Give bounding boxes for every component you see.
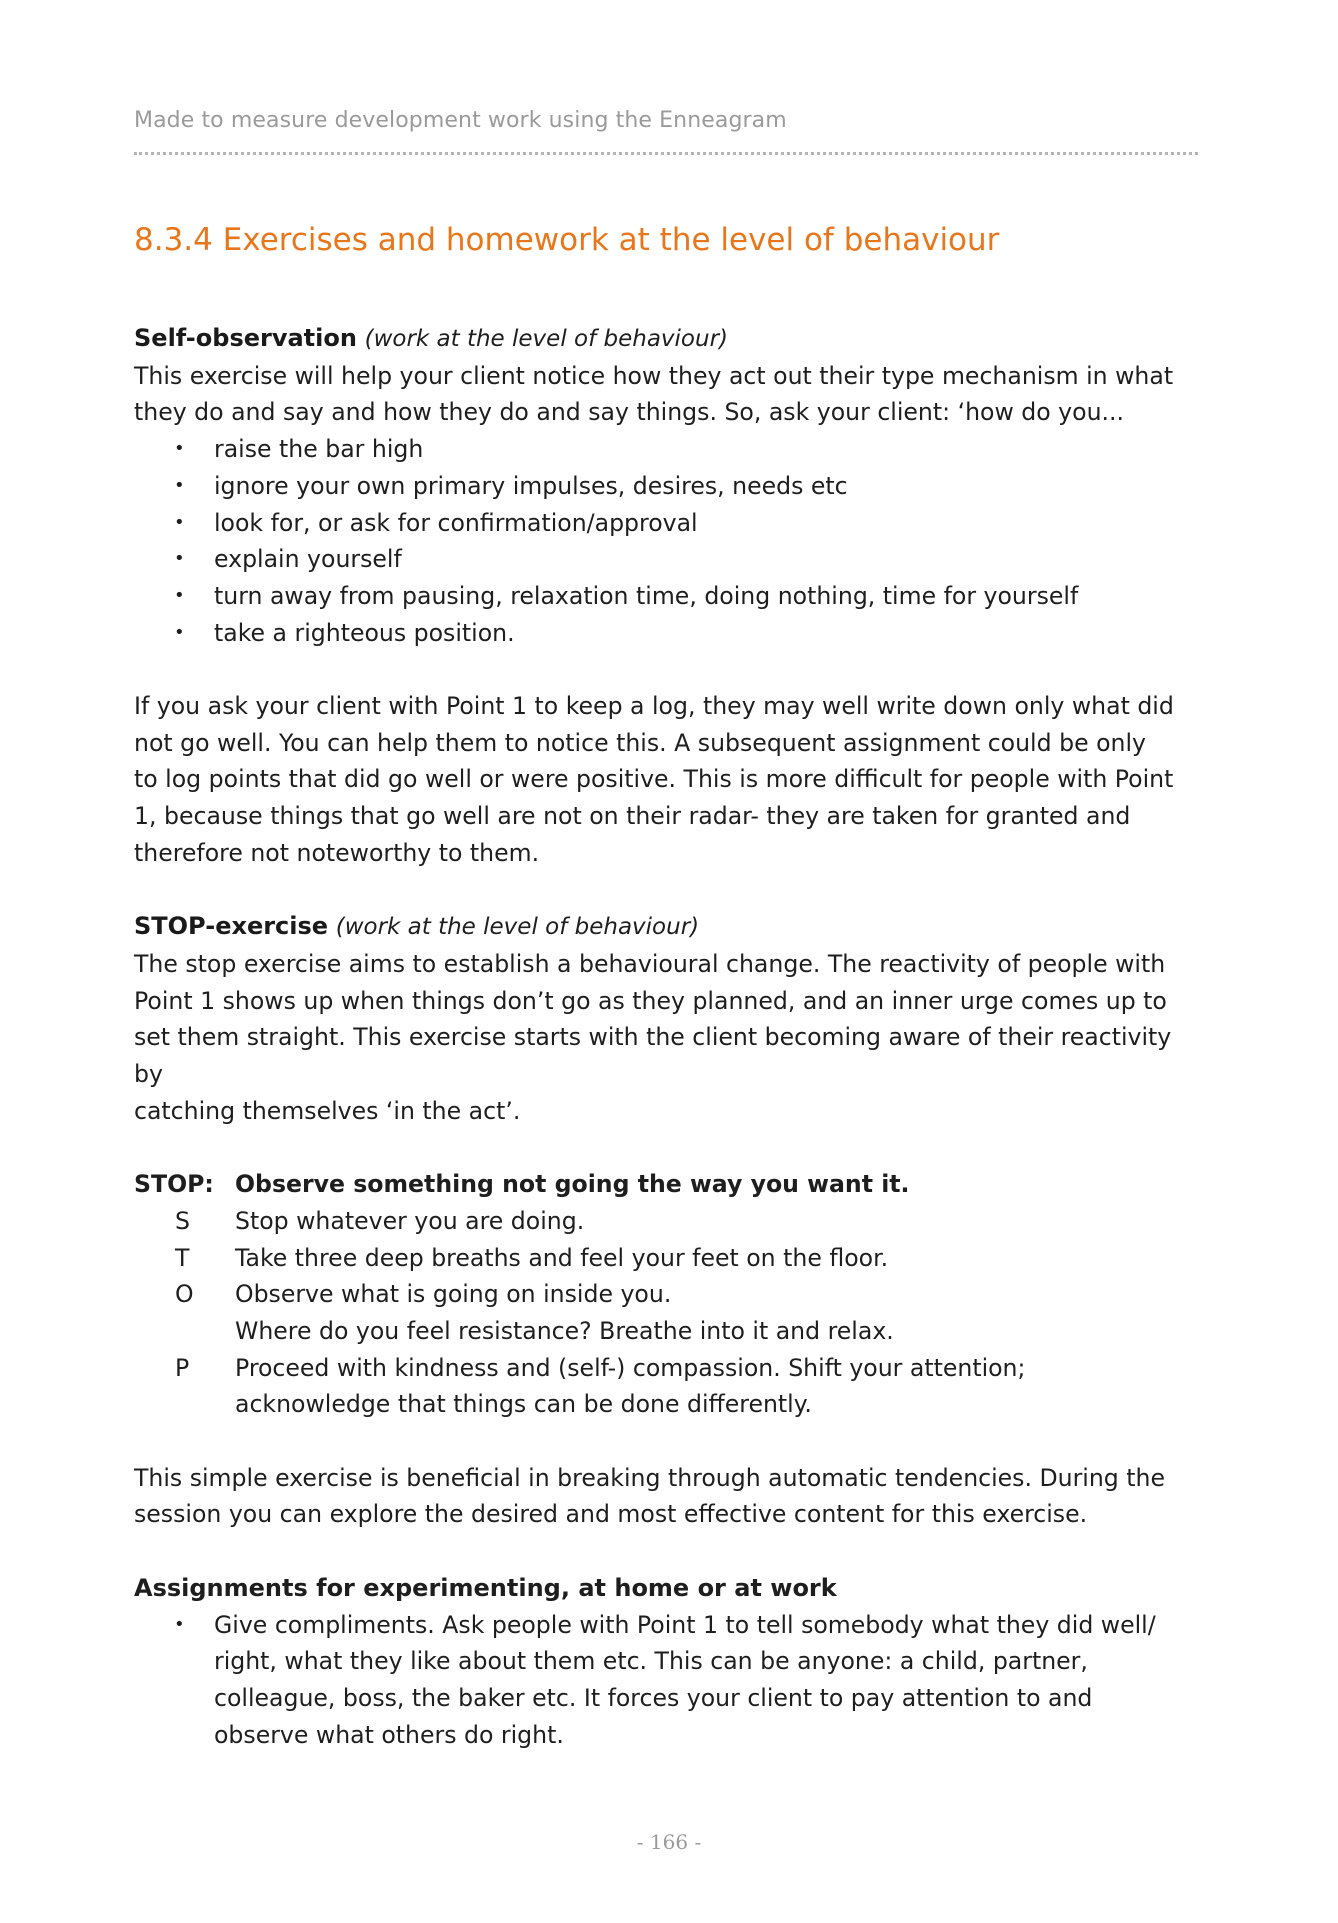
running-head: Made to measure development work using the Enneagram (134, 108, 787, 133)
self-observation-heading (134, 320, 1198, 358)
text-line: Proceed with kindness and (self-) compassion. Shift your attention; (235, 1353, 1026, 1382)
stop-label: STOP: (134, 1170, 214, 1199)
text-line: right, what they like about them etc. This can be anyone: a child, partner, (214, 1647, 1088, 1676)
step-letter: P (175, 1353, 190, 1382)
list-item (134, 578, 1198, 615)
text-line: Point 1 shows up when things don’t go as they planned, and an inner urge comes up to (134, 986, 1167, 1015)
list-item-text: look for, or ask for confirmation/approval (214, 508, 698, 537)
self-observation-qualifier: (work at the level of behaviour) (364, 326, 729, 352)
text-line: Stop whatever you are doing. (235, 1206, 585, 1235)
log-paragraph (134, 688, 1198, 872)
bullet-icon: • (174, 438, 185, 460)
text-line: not go well. You can help them to notice this. A subsequent assignment could be only (134, 728, 1146, 757)
paragraph-gap (134, 651, 1198, 688)
step-text (235, 1276, 1198, 1349)
text-line: session you can explore the desired and most effective content for this exercise. (134, 1500, 1088, 1529)
stop-step (134, 1203, 1198, 1240)
text-line: Observe what is going on inside you. (235, 1280, 672, 1309)
stop-heading: Observe something not going the way you want it. (235, 1170, 910, 1199)
stop-step (134, 1350, 1198, 1423)
list-item-text: take a righteous position. (214, 618, 515, 647)
step-text (235, 1350, 1198, 1423)
step-text (235, 1240, 1198, 1277)
stop-step (134, 1240, 1198, 1277)
list-item-text: raise the bar high (214, 435, 424, 464)
stop-exercise-closing (134, 1460, 1198, 1533)
text-line: The stop exercise aims to establish a behavioural change. The reactivity of people with (134, 949, 1166, 978)
stop-step (134, 1276, 1198, 1349)
header-dotted-rule (134, 152, 1198, 155)
list-item-text: ignore your own primary impulses, desires, needs etc (214, 471, 848, 500)
text-line: set them straight. This exercise starts with the client becoming aware of their reactivity by (134, 1023, 1172, 1089)
assignments-bullet-list (134, 1607, 1198, 1754)
self-observation-title: Self-observation (134, 324, 357, 352)
page-content (134, 218, 1198, 1753)
bullet-icon: • (174, 474, 185, 496)
list-item (134, 615, 1198, 652)
stop-heading-row (134, 1166, 1198, 1203)
text-line: 1, because things that go well are not on their radar- they are taken for granted and (134, 802, 1131, 831)
text-line: Take three deep breaths and feel your feet on the floor. (235, 1243, 889, 1272)
stop-exercise-heading (134, 908, 1198, 946)
step-letter: O (175, 1280, 194, 1309)
paragraph-gap (134, 1129, 1198, 1166)
bullet-icon: • (174, 1613, 185, 1635)
step-text (235, 1203, 1198, 1240)
list-item (134, 468, 1198, 505)
text-line: Where do you feel resistance? Breathe into it and relax. (235, 1316, 894, 1345)
text-line: they do and say and how they do and say things. So, ask your client: ‘how do you... (134, 398, 1125, 427)
self-observation-intro (134, 358, 1198, 431)
section-title: 8.3.4 Exercises and homework at the level of behaviour (134, 222, 1000, 258)
list-item (134, 1607, 1198, 1754)
paragraph-gap (134, 1533, 1198, 1570)
text-line: If you ask your client with Point 1 to keep a log, they may well write down only what did (134, 692, 1174, 721)
assignments-title: Assignments for experimenting, at home or at work (134, 1573, 837, 1602)
list-item-text: turn away from pausing, relaxation time, doing nothing, time for yourself (214, 581, 1079, 610)
step-letter: T (175, 1243, 190, 1272)
text-line: acknowledge that things can be done differently. (235, 1390, 812, 1419)
bullet-icon: • (174, 548, 185, 570)
text-line: This exercise will help your client notice how they act out their type mechanism in what (134, 361, 1174, 390)
text-line: therefore not noteworthy to them. (134, 838, 540, 867)
text-line: observe what others do right. (214, 1720, 564, 1749)
list-item (134, 431, 1198, 468)
stop-exercise-qualifier: (work at the level of behaviour) (335, 914, 700, 941)
paragraph-gap (134, 1423, 1198, 1460)
text-line: Give compliments. Ask people with Point 1 to tell somebody what they did well/ (214, 1610, 1156, 1639)
bullet-icon: • (174, 511, 185, 533)
list-item (134, 505, 1198, 542)
stop-exercise-intro (134, 946, 1198, 1130)
text-line: catching themselves ‘in the act’. (134, 1096, 521, 1125)
bullet-icon: • (174, 621, 185, 643)
text-line: to log points that did go well or were positive. This is more difficult for people with Point (134, 765, 1174, 794)
self-observation-bullet-list (134, 431, 1198, 651)
list-item-text: explain yourself (214, 545, 402, 574)
page-number: - 166 - (636, 1830, 702, 1854)
stop-exercise-title: STOP-exercise (134, 912, 329, 941)
text-line: colleague, boss, the baker etc. It forces your client to pay attention to and (214, 1683, 1093, 1712)
bullet-icon: • (174, 584, 185, 606)
text-line: This simple exercise is beneficial in breaking through automatic tendencies. During the (134, 1463, 1166, 1492)
step-letter: S (175, 1206, 190, 1235)
list-item (134, 541, 1198, 578)
